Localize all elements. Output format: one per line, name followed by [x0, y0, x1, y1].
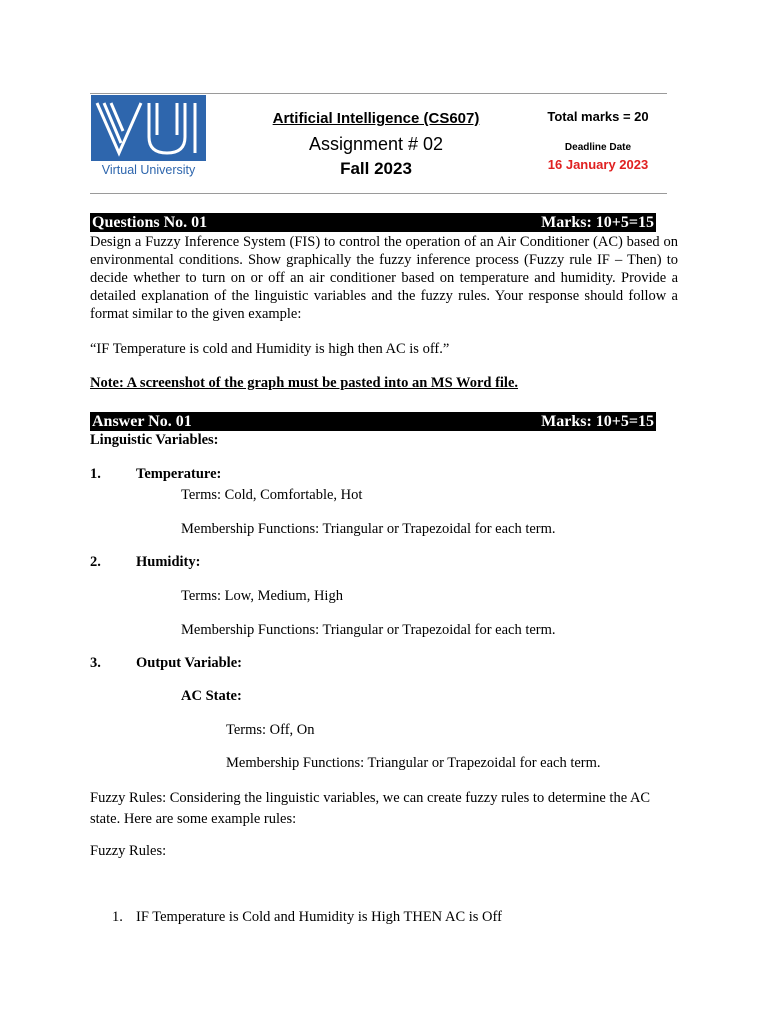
term-label: Fall 2023 [340, 159, 412, 178]
question-example: “IF Temperature is cold and Humidity is high then AC is off.” [90, 341, 450, 357]
question-note: Note: A screenshot of the graph must be pasted into an MS Word file. [90, 375, 519, 391]
header-top-rule [90, 93, 667, 94]
item-1-membership: Membership Functions: Triangular or Trapezoidal for each term. [181, 521, 556, 537]
answer-marks: Marks: 10+5=15 [541, 413, 654, 430]
item-1-terms: Terms: Cold, Comfortable, Hot [181, 487, 363, 503]
item-2-number: 2. [90, 554, 101, 570]
answer-title: Answer No. 01 [92, 413, 192, 430]
question-title: Questions No. 01 [92, 214, 208, 231]
item-3-name: Output Variable: [136, 655, 242, 671]
item-3-subname: AC State: [181, 688, 242, 704]
fuzzy-rules-intro: Fuzzy Rules: Considering the linguistic variables, we can create fuzzy rules to determine the AC state. Here are some example rules: [90, 790, 651, 827]
item-3-terms: Terms: Off, On [226, 722, 315, 738]
item-1-name: Temperature: [136, 466, 222, 482]
question-marks: Marks: 10+5=15 [541, 214, 654, 231]
logo-caption: Virtual University [101, 163, 196, 177]
assignment-title: Assignment # 02 [308, 134, 444, 154]
course-title: Artificial Intelligence (CS607) [272, 110, 480, 127]
rule-1-number: 1. [112, 909, 123, 925]
header-bottom-rule [90, 193, 667, 194]
question-heading-bar [90, 213, 656, 232]
item-1-number: 1. [90, 466, 101, 482]
item-2-name: Humidity: [136, 554, 201, 570]
vu-logo [91, 95, 206, 161]
item-3-number: 3. [90, 655, 101, 671]
fuzzy-rules-heading: Fuzzy Rules: [90, 843, 167, 859]
item-2-membership: Membership Functions: Triangular or Trapezoidal for each term. [181, 622, 556, 638]
rule-1-text: IF Temperature is Cold and Humidity is High THEN AC is Off [136, 909, 502, 925]
answer-heading-bar [90, 412, 656, 431]
linguistic-variables-heading: Linguistic Variables: [90, 432, 219, 448]
total-marks: Total marks = 20 [547, 109, 649, 124]
deadline-date: 16 January 2023 [547, 157, 649, 172]
question-body: Design a Fuzzy Inference System (FIS) to control the operation of an Air Conditioner (AC) based on environmental conditions. Show graphically the fuzzy inference process (Fuzzy rule IF – Then) to decide whether to turn on or off an air conditioner based on temperature and humidity. Provide a detailed explanation of the linguistic variables and the fuzzy rules. Your response should follow a format similar to the given example: [90, 234, 678, 322]
deadline-label: Deadline Date [564, 142, 632, 153]
item-2-terms: Terms: Low, Medium, High [181, 588, 343, 604]
vu-logo-mark-icon [91, 95, 206, 161]
item-3-membership: Membership Functions: Triangular or Trapezoidal for each term. [226, 755, 601, 771]
